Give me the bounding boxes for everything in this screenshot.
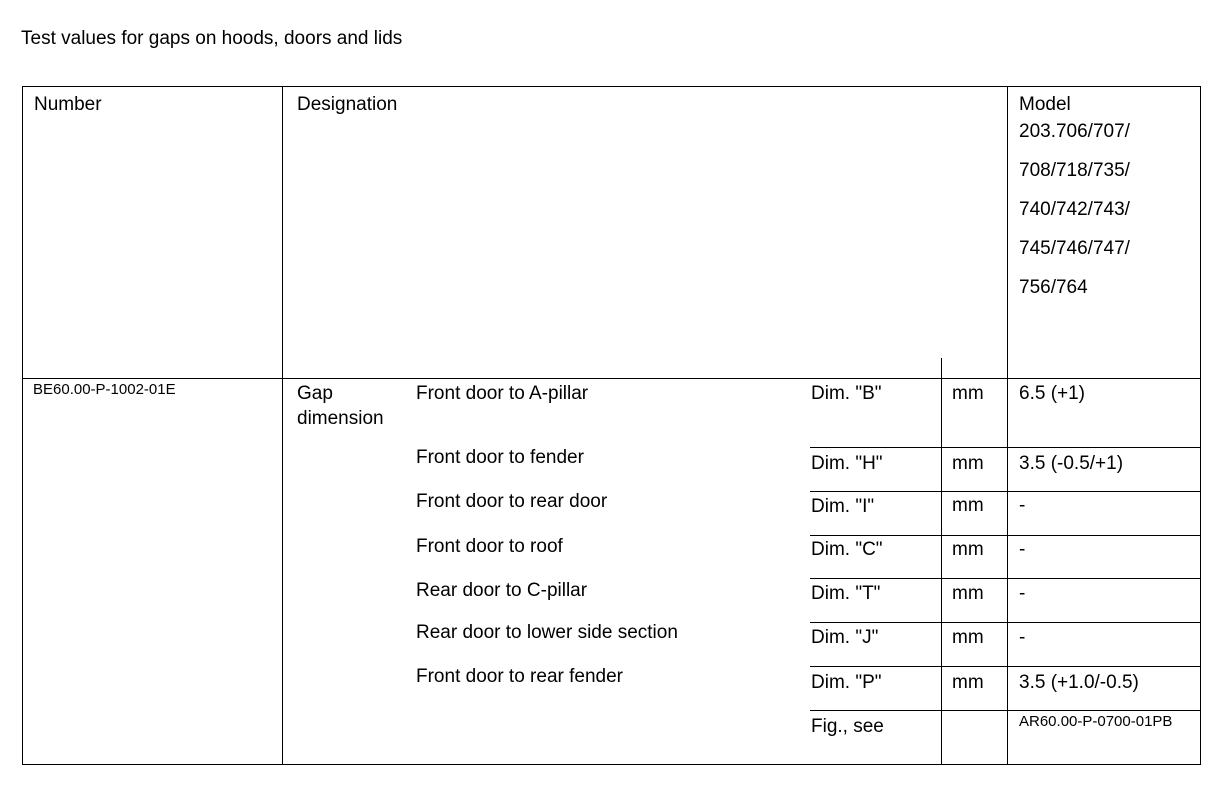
- model-line: 756/764: [1019, 277, 1088, 298]
- gap-item-dim: Dim. "J": [811, 627, 879, 648]
- gap-item-dim: Dim. "C": [811, 539, 883, 560]
- gap-item-label: Front door to rear door: [416, 491, 608, 512]
- gap-item-value: 6.5 (+1): [1019, 383, 1086, 404]
- gap-item-label: Front door to rear fender: [416, 666, 623, 687]
- gap-item-value: 3.5 (-0.5/+1): [1019, 453, 1124, 474]
- header-designation: Designation: [297, 94, 398, 115]
- gap-item-dim: Dim. "H": [811, 453, 883, 474]
- gap-item-label: Front door to fender: [416, 447, 584, 468]
- gap-item-label: Front door to roof: [416, 536, 563, 557]
- gap-item-dim: Dim. "I": [811, 496, 875, 517]
- model-line: 203.706/707/: [1019, 121, 1130, 142]
- gap-item-unit: mm: [952, 539, 984, 560]
- gap-item-dim: Dim. "T": [811, 583, 881, 604]
- group-label-line2: dimension: [297, 408, 384, 429]
- column-divider: [1007, 86, 1008, 765]
- gap-item-value: -: [1019, 583, 1026, 604]
- gap-item-unit: mm: [952, 672, 984, 693]
- gap-item-dim: Dim. "B": [811, 383, 882, 404]
- row-divider: [810, 447, 1201, 448]
- gap-item-label: Rear door to C-pillar: [416, 580, 588, 601]
- model-line: 740/742/743/: [1019, 199, 1130, 220]
- gap-item-unit: mm: [952, 627, 984, 648]
- group-label-line1: Gap: [297, 383, 333, 404]
- row-divider: [810, 710, 1201, 711]
- gap-item-value: -: [1019, 627, 1026, 648]
- gap-item-unit: mm: [952, 383, 984, 404]
- gap-item-label: Front door to A-pillar: [416, 383, 589, 404]
- gap-item-dim: Dim. "P": [811, 672, 882, 693]
- document-title: Test values for gaps on hoods, doors and lids: [21, 28, 403, 49]
- gap-item-label: Rear door to lower side section: [416, 622, 678, 643]
- model-label: Model: [1019, 94, 1071, 115]
- gap-item-unit: mm: [952, 583, 984, 604]
- gap-item-unit: mm: [952, 495, 984, 516]
- row-divider: [810, 666, 1201, 667]
- document-number: BE60.00-P-1002-01E: [33, 381, 176, 398]
- gap-item-value: 3.5 (+1.0/-0.5): [1019, 672, 1139, 693]
- column-divider: [282, 86, 283, 765]
- gap-item-value: -: [1019, 539, 1026, 560]
- gap-item-value: -: [1019, 495, 1026, 516]
- column-divider: [941, 358, 942, 765]
- row-divider: [810, 578, 1201, 579]
- row-divider: [810, 622, 1201, 623]
- header-number: Number: [34, 94, 102, 115]
- header-divider: [22, 378, 1201, 379]
- header-model: [1019, 93, 1130, 315]
- model-line: 708/718/735/: [1019, 160, 1130, 181]
- model-line: 745/746/747/: [1019, 238, 1130, 259]
- figure-reference: AR60.00-P-0700-01PB: [1019, 713, 1173, 730]
- gap-item-unit: mm: [952, 453, 984, 474]
- row-divider: [810, 491, 1201, 492]
- figure-label: Fig., see: [811, 716, 884, 737]
- row-divider: [810, 535, 1201, 536]
